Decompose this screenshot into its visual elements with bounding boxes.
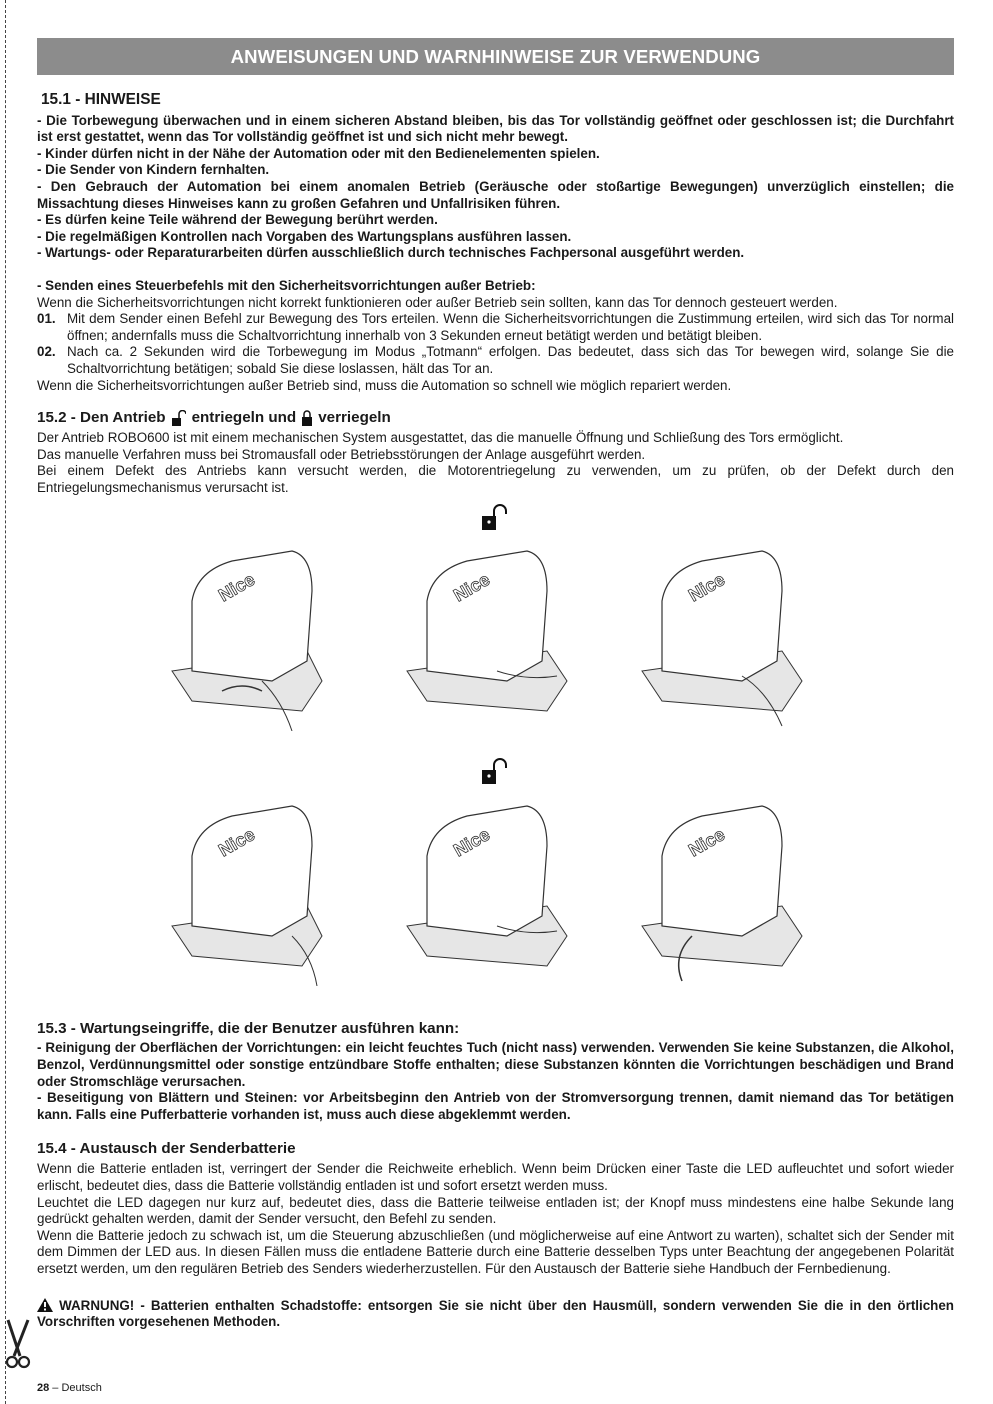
brand-logo: Nice: [450, 824, 494, 861]
page-content: [37, 38, 954, 1331]
body-line: Bei einem Defekt des Antriebs kann versucht werden, die Motorentriegelung zu verwenden, um zu prüfen, ob der Defekt durch den Entriegelungsmechanismus verursacht ist.: [37, 463, 954, 495]
scissors-icon: [0, 1318, 36, 1374]
body-para: Leuchtet die LED dagegen nur kurz auf, bedeutet dies, dass die Batterie teilweise entladen ist; der Knopf muss mindestens eine halbe Sekunde lang gedrückt gehalten werden, damit der Sender versucht, den Befehl zu senden.: [37, 1194, 954, 1227]
brand-logo: Nice: [450, 569, 494, 606]
step-item: [37, 311, 954, 344]
section-title-15-4: 15.4 - Austausch der Senderbatterie: [37, 1140, 296, 1158]
section-batterie: [37, 1139, 954, 1277]
motor-illustration-2: [397, 531, 577, 731]
bold-item: - Die Sender von Kindern fernhalten.: [37, 162, 270, 178]
bold-item: - Den Gebrauch der Automation bei einem anomalen Betrieb (Geräusche oder stoßartige Bewegungen) unverzüglich einstellen; die Missachtung dieses Hinweises kann zu großen Gefahren und Unfallrisiken führen.: [37, 178, 954, 211]
cut-line: [5, 0, 6, 1404]
brand-logo: Nice: [685, 569, 729, 606]
section-hinweise: [37, 92, 954, 394]
sub-heading: - Senden eines Steuerbefehls mit den Sicherheitsvorrichtungen außer Betrieb:: [37, 277, 536, 293]
bold-item: - Wartungs- oder Reparaturarbeiten dürfen ausschließlich durch technisches Fachpersonal ausgeführt werden.: [37, 245, 745, 261]
step-text: Mit dem Sender einen Befehl zur Bewegung des Tors erteilen. Wenn die Sicherheitsvorrichtungen die Zustimmung erteilen, wird sich das Tor normal öffnen; andernfalls muss die Schaltvorrichtung innerhalb von 3 Sekunden erneut betätigt werden und betätigt bleiben.: [67, 311, 954, 343]
motor-illustration-5: [397, 786, 577, 986]
body-line: Der Antrieb ROBO600 ist mit einem mechanischen System ausgestattet, das die manuelle Öffnung und Schließung des Tors ermöglicht.: [37, 430, 844, 446]
bold-item: - Es dürfen keine Teile während der Bewegung berührt werden.: [37, 212, 438, 228]
motor-illustration-3: [632, 531, 812, 731]
page-banner: ANWEISUNGEN UND WARNHINWEISE ZUR VERWENDUNG: [37, 38, 954, 75]
unlock-symbol-top: [482, 504, 518, 532]
unlock-symbol-bottom: [482, 758, 518, 786]
bold-item: - Kinder dürfen nicht in der Nähe der Automation oder mit den Bedienelementen spielen.: [37, 145, 600, 161]
step-number: 02.: [37, 344, 56, 360]
language-label: Deutsch: [61, 1382, 102, 1394]
bold-item: - Reinigung der Oberflächen der Vorrichtungen: ein leicht feuchtes Tuch (nicht nass) verwenden. Verwenden Sie keine Substanzen, die Alkohol, Benzol, Verdünnungsmittel oder sonstige entzündbare Stoffe enthalten; diese Substanzen könnten die Vorrichtungen beschädigen und Brand oder Stromschläge verursachen.: [37, 1040, 954, 1089]
page-footer: 28 – Deutsch: [37, 1382, 102, 1394]
motor-illustration-4: [152, 786, 332, 986]
body-line: Das manuelle Verfahren muss bei Stromausfall oder Betriebsstörungen der Anlage ausgeführt werden.: [37, 446, 646, 462]
step-number: 01.: [37, 311, 56, 327]
brand-logo: Nice: [685, 824, 729, 861]
illustration-grid: [37, 496, 954, 1016]
motor-illustration-6: [632, 786, 812, 986]
bold-item: - Die Torbewegung überwachen und in einem sicheren Abstand bleiben, bis das Tor vollständig geöffnet oder geschlossen ist; die Durchfahrt ist erst gestattet, wenn das Tor vollständig geöffnet ist und sich nicht mehr bewegt.: [37, 112, 954, 145]
motor-illustration-1: [152, 531, 332, 731]
page-number: 28: [37, 1382, 50, 1394]
section-title-15-1: 15.1 - HINWEISE: [41, 91, 161, 108]
section-title-15-3: 15.3 - Wartungseingriffe, die der Benutzer ausführen kann:: [37, 1020, 460, 1038]
step-item: [37, 344, 954, 377]
section-entriegeln: [37, 408, 954, 1016]
sub-outro: Wenn die Sicherheitsvorrichtungen außer Betrieb sind, muss die Automation so schnell wie möglich repariert werden.: [37, 377, 732, 393]
bold-item: - Beseitigung von Blättern und Steinen: vor Arbeitsbeginn den Antrieb von der Stromversorgung trennen, damit niemand das Tor betätigen kann. Falls eine Pufferbatterie vorhanden ist, muss auch diese abgeklemmt werden.: [37, 1090, 954, 1122]
lock-icon: [302, 410, 312, 426]
body-para: Wenn die Batterie jedoch zu schwach ist, um die Steuerung abzuschließen (und möglicherweise auf eine Antwort zu warten), schaltet sich der Sender mit dem Dimmen der LED aus. In diesen Fällen muss die entladene Batterie durch eine Batterie desselben Typs unter Beachtung der angegebenen Polarität ersetzt werden, um den regulären Betrieb des Senders wiederherzustellen. Für den Austausch der Batterie siehe Handbuch der Fernbedienung.: [37, 1227, 954, 1276]
unlock-icon: [172, 410, 186, 426]
section-wartung: [37, 1019, 954, 1123]
step-text: Nach ca. 2 Sekunden wird die Torbewegung im Modus „Totmann“ erfolgen. Das bedeutet, dass sich das Tor bewegen wird, solange Sie die Schaltvorrichtung betätigen; sobald Sie diese loslassen, hält das Tor an.: [67, 344, 954, 376]
sub-intro: Wenn die Sicherheitsvorrichtungen nicht korrekt funktionieren oder außer Betrieb sein sollten, kann das Tor dennoch gesteuert werden.: [37, 294, 838, 310]
brand-logo: Nice: [215, 569, 259, 606]
brand-logo: Nice: [215, 824, 259, 861]
section-title-15-2: 15.2 - Den Antrieb entriegeln und verriegeln: [37, 409, 391, 427]
warning-icon: [37, 1298, 53, 1312]
body-para: Wenn die Batterie entladen ist, verringert der Sender die Reichweite erheblich. Wenn beim Drücken einer Taste die LED aufleuchtet und sofort wieder erlischt, bedeutet dies, dass die Batterie vollständig entladen ist und sofort ersetzt werden muss.: [37, 1161, 954, 1194]
warning-text: WARNUNG! - Batterien enthalten Schadstoffe: entsorgen Sie sie nicht über den Hausmüll, sondern verwenden Sie die in den örtlichen Vorschriften vorgesehenen Methoden.: [37, 1297, 954, 1330]
bold-item: - Die regelmäßigen Kontrollen nach Vorgaben des Wartungsplans ausführen lassen.: [37, 228, 572, 244]
